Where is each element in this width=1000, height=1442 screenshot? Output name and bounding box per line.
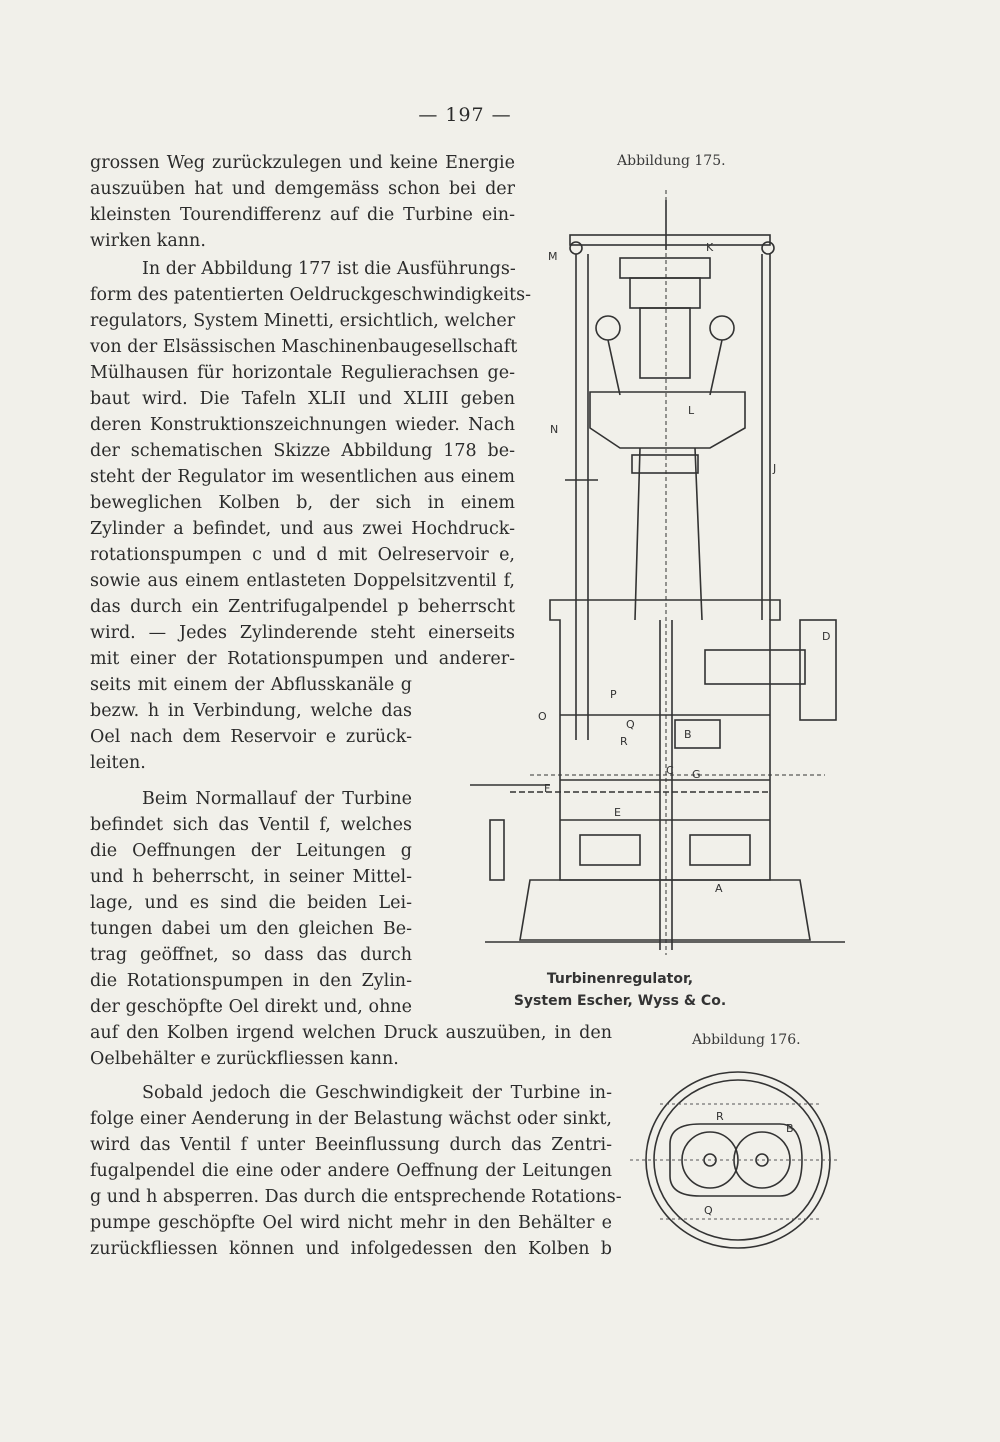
text-line: Sobald jedoch die Geschwindigkeit der Turbine in- (142, 1083, 612, 1103)
flyball-right (710, 316, 734, 340)
label-k: K (706, 241, 714, 254)
text-line: kleinsten Tourendifferenz auf die Turbine ein- (90, 205, 515, 225)
box-b (675, 720, 720, 748)
text-line: folge einer Aenderung in der Belastung wächst oder sinkt, (90, 1109, 612, 1129)
text-line: der geschöpfte Oel direkt und, ohne (90, 997, 412, 1017)
text-line: zurückfliessen können und infolgedessen den Kolben b (90, 1239, 612, 1259)
label-e: E (614, 806, 621, 819)
label-r: R (716, 1110, 724, 1123)
text-line: Beim Normallauf der Turbine (142, 789, 412, 809)
label-p: P (610, 688, 617, 701)
label-r: R (620, 735, 628, 748)
label-c: C (666, 764, 674, 777)
label-g: G (692, 768, 701, 781)
text-line: baut wird. Die Tafeln XLII und XLIII geben (90, 389, 515, 409)
text-line: g und h absperren. Das durch die entsprechende Rotations- (90, 1187, 622, 1207)
pump-right (690, 835, 750, 865)
figure-176-drawing (630, 1064, 840, 1254)
text-line: auf den Kolben irgend welchen Druck auszuüben, in den (90, 1023, 612, 1043)
governor-neck (630, 278, 700, 308)
text-line: sowie aus einem entlasteten Doppelsitzventil f, (90, 571, 515, 591)
label-a: A (715, 882, 723, 895)
label-d: D (822, 630, 831, 643)
text-line: grossen Weg zurückzulegen und keine Energie (90, 153, 515, 173)
pivot-left (570, 242, 582, 254)
weight-l (590, 392, 745, 448)
text-line: deren Konstruktionszeichnungen wieder. Nach (90, 415, 515, 435)
label-o: O (538, 710, 547, 723)
text-line: wirken kann. (90, 231, 206, 251)
text-line: regulators, System Minetti, ersichtlich, welcher (90, 311, 516, 331)
governor-cap (620, 258, 710, 278)
label-q: Q (704, 1204, 713, 1217)
governor-body (640, 308, 690, 378)
text-line: rotationspumpen c und d mit Oelreservoir e, (90, 545, 515, 565)
text-line: Oelbehälter e zurückfliessen kann. (90, 1049, 399, 1069)
text-line: tungen dabei um den gleichen Be- (90, 919, 412, 939)
text-line: und h beherrscht, in seiner Mittel- (90, 867, 412, 887)
text-line: die Oeffnungen der Leitungen g (90, 841, 412, 861)
lever-bar (570, 235, 770, 245)
text-line: lage, und es sind die beiden Lei- (90, 893, 412, 913)
text-line: die Rotationspumpen in den Zylin- (90, 971, 412, 991)
text-line: der schematischen Skizze Abbildung 178 be- (90, 441, 515, 461)
label-f: F (544, 782, 551, 795)
label-n: N (550, 423, 559, 436)
text-line: In der Abbildung 177 ist die Ausführungs- (142, 259, 516, 279)
text-line: bezw. h in Verbindung, welche das (90, 701, 412, 721)
handwheel-bracket (490, 820, 504, 880)
text-line: leiten. (90, 753, 146, 773)
label-b: B (684, 728, 692, 741)
text-line: steht der Regulator im wesentlichen aus einem (90, 467, 515, 487)
label-q: Q (626, 718, 635, 731)
pump-left (580, 835, 640, 865)
figure-176-title: Abbildung 176. (692, 1032, 801, 1048)
flyball-left (596, 316, 620, 340)
text-line: Oel nach dem Reservoir e zurück- (90, 727, 412, 747)
text-line: das durch ein Zentrifugalpendel p beherrscht (90, 597, 515, 617)
text-line: Zylinder a befindet, und aus zwei Hochdruck- (90, 519, 515, 539)
label-l: L (688, 404, 695, 417)
caption-line: System Escher, Wyss & Co. (513, 993, 727, 1009)
text-line: fugalpendel die eine oder andere Oeffnung der Leitungen (90, 1161, 612, 1181)
label-j: J (773, 462, 777, 475)
text-line: form des patentierten Oeldruckgeschwindigkeits- (90, 285, 531, 305)
figure-175-title: Abbildung 175. (617, 153, 726, 169)
text-line: seits mit einem der Abflusskanäle g (90, 675, 412, 695)
caption-line: Turbinenregulator, (546, 971, 694, 987)
label-m: M (548, 250, 558, 263)
page-number: — 197 — (418, 104, 512, 126)
text-line: wird. — Jedes Zylinderende steht einerseits (90, 623, 515, 643)
text-line: mit einer der Rotationspumpen und anderer- (90, 649, 515, 669)
text-line: Mülhausen für horizontale Regulierachsen ge- (90, 363, 515, 383)
text-line: beweglichen Kolben b, der sich in einem (90, 493, 515, 513)
base (520, 880, 810, 940)
text-line: trag geöffnet, so dass das durch (90, 945, 412, 965)
coupling (705, 650, 805, 684)
text-line: pumpe geschöpfte Oel wird nicht mehr in den Behälter e (90, 1213, 612, 1233)
text-line: befindet sich das Ventil f, welches (90, 815, 412, 835)
label-b: B (786, 1122, 794, 1135)
figure-175-caption (470, 968, 770, 1012)
figure-175-drawing (470, 180, 850, 960)
text-line: wird das Ventil f unter Beeinflussung durch das Zentri- (90, 1135, 612, 1155)
text-line: von der Elsässischen Maschinenbaugesellschaft (90, 337, 518, 357)
housing (550, 600, 780, 880)
text-line: auszuüben hat und demgemäss schon bei der (90, 179, 515, 199)
pivot-right (762, 242, 774, 254)
